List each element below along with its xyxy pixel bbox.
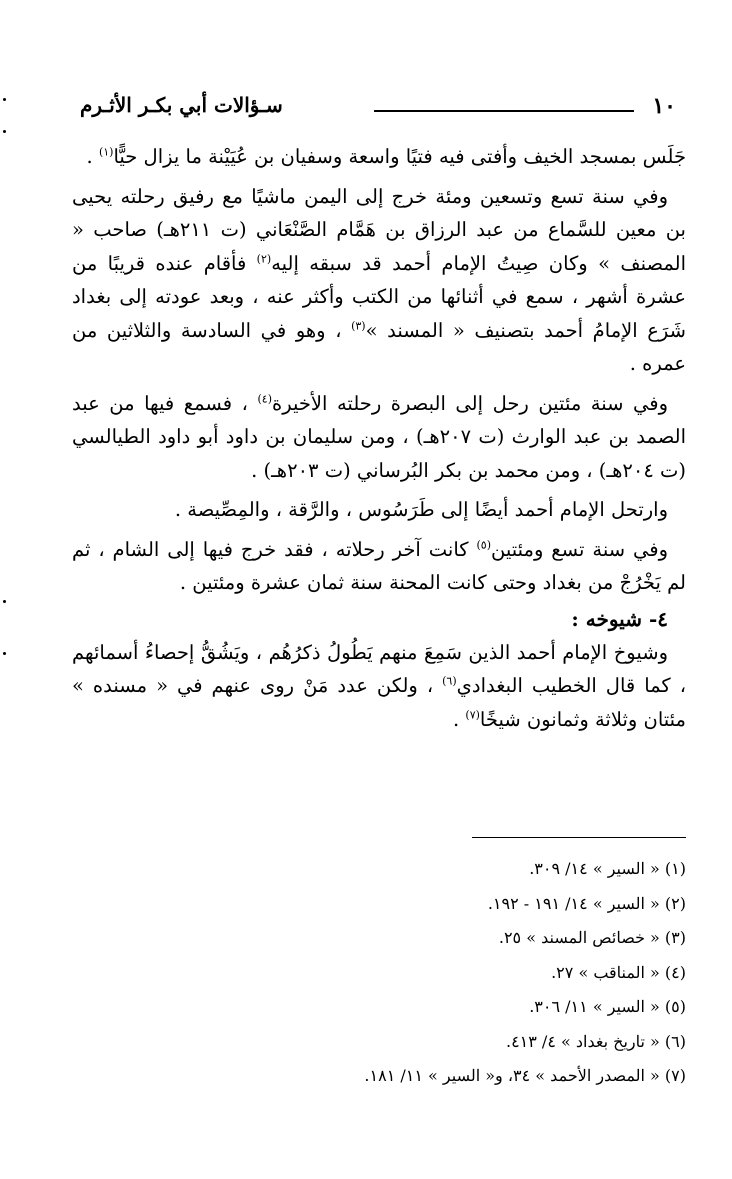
footnote: (٧) « المصدر الأحمد » ٣٤، و« السير » ١١/ ١٨١. xyxy=(364,1066,686,1085)
paragraph xyxy=(72,180,686,381)
footnote-ref: (١) xyxy=(98,145,114,159)
paragraph-text: كانت آخر رحلاته ، فقد خرج فيها إلى الشام ، ثم لم يَخْرُجْ من بغداد وحتى كانت المحنة سنة ثمان عشرة ومئتين . xyxy=(72,537,686,594)
paragraph-text: ، فسمع فيها من عبد الصمد بن عبد الوارث (ت ٢٠٧هـ) ، ومن سليمان بن داود أبو داود الطيالسي (ت ٢٠٤هـ) ، ومن محمد بن بكر البُرساني (ت ٢٠٣هـ) . xyxy=(72,391,686,482)
footnote: (٥) « السير » ١١/ ٣٠٦. xyxy=(529,997,686,1016)
paragraph-text: . xyxy=(453,707,466,731)
header-rule xyxy=(374,110,634,112)
scan-speck xyxy=(3,600,6,603)
paragraph-text: ، وهو في السادسة والثلاثين من عمره . xyxy=(72,318,686,375)
paragraph xyxy=(72,493,686,527)
scan-speck xyxy=(3,130,6,133)
paragraph-text: وشيوخ الإمام أحمد الذين سَمِعَ منهم يَطُولُ ذكرُهُم ، ويَشُقُّ إحصاءُ أسمائهم ، كما قال الخطيب البغدادي xyxy=(72,640,686,697)
footnote-separator xyxy=(472,837,686,838)
footnote-ref: (٥) xyxy=(476,538,491,551)
footnote-ref: (٤) xyxy=(257,392,272,405)
scan-speck xyxy=(3,98,6,101)
paragraph-text: فأقام عنده قريبًا من عشرة أشهر ، سمع في أثنائها من الكتب وأكثر عنه ، وبعد عودته إلى بغداد شَرَع الإمامُ أحمد بتصنيف « المسند » xyxy=(72,251,687,342)
paragraph-text: وارتحل الإمام أحمد أيضًا إلى طَرَسُوس ، والرَّقة ، والمِصِّيصة . xyxy=(174,498,668,521)
page-header xyxy=(74,93,684,123)
paragraph-text: . xyxy=(86,145,99,168)
main-text xyxy=(72,140,686,736)
footnote: (٤) « المناقب » ٢٧. xyxy=(551,962,686,982)
paragraph xyxy=(72,636,686,737)
paragraph-text: وفي سنة مئتين رحل إلى البصرة رحلته الأخيرة xyxy=(272,391,668,415)
footnote-ref: (٣) xyxy=(351,319,366,332)
paragraph-text: ، ولكن عدد مَنْ روى عنهم في « مسنده » مئتان وثلاثة وثمانون شيخًا xyxy=(72,674,686,731)
paragraph-text: وفي سنة تسع ومئتين xyxy=(491,537,668,561)
footnote-ref: (٦) xyxy=(442,674,457,688)
page-number: ١٠ xyxy=(652,93,676,119)
footnote-ref: (٧) xyxy=(465,708,480,721)
paragraph xyxy=(72,140,686,174)
paragraph-text: وفي سنة تسع وتسعين ومئة خرج إلى اليمن ماشيًا مع رفيق رحلته يحيى بن معين للسَّماع من عبد الرزاق بن هَمَّام الصَّنْعَاني (ت ٢١١هـ) صاحب « المصنف » وكان صِيتُ الإمام أحمد قد سبقه إليه xyxy=(72,184,686,275)
footnote: (٦) « تاريخ بغداد » ٤/ ٤١٣. xyxy=(505,1031,686,1051)
footnote: (٣) « خصائص المسند » ٢٥. xyxy=(498,928,686,947)
paragraph-text: جَلَس بمسجد الخيف وأفتى فيه فتيًا واسعة وسفيان بن عُيَيْنة ما يزال حيًّا xyxy=(113,145,686,168)
section-heading: ٤- شيوخه : xyxy=(571,606,668,631)
running-title: سـؤالات أبي بكـر الأثـرم xyxy=(80,93,283,117)
footnote-ref: (٢) xyxy=(256,252,272,265)
scan-speck xyxy=(3,652,6,655)
footnote: (١) « السير » ١٤/ ٣٠٩. xyxy=(529,859,686,878)
footnote: (٢) « السير » ١٤/ ١٩١ - ١٩٢. xyxy=(487,893,686,913)
footnotes xyxy=(250,852,686,1094)
paragraph xyxy=(72,533,686,600)
paragraph xyxy=(72,387,686,488)
